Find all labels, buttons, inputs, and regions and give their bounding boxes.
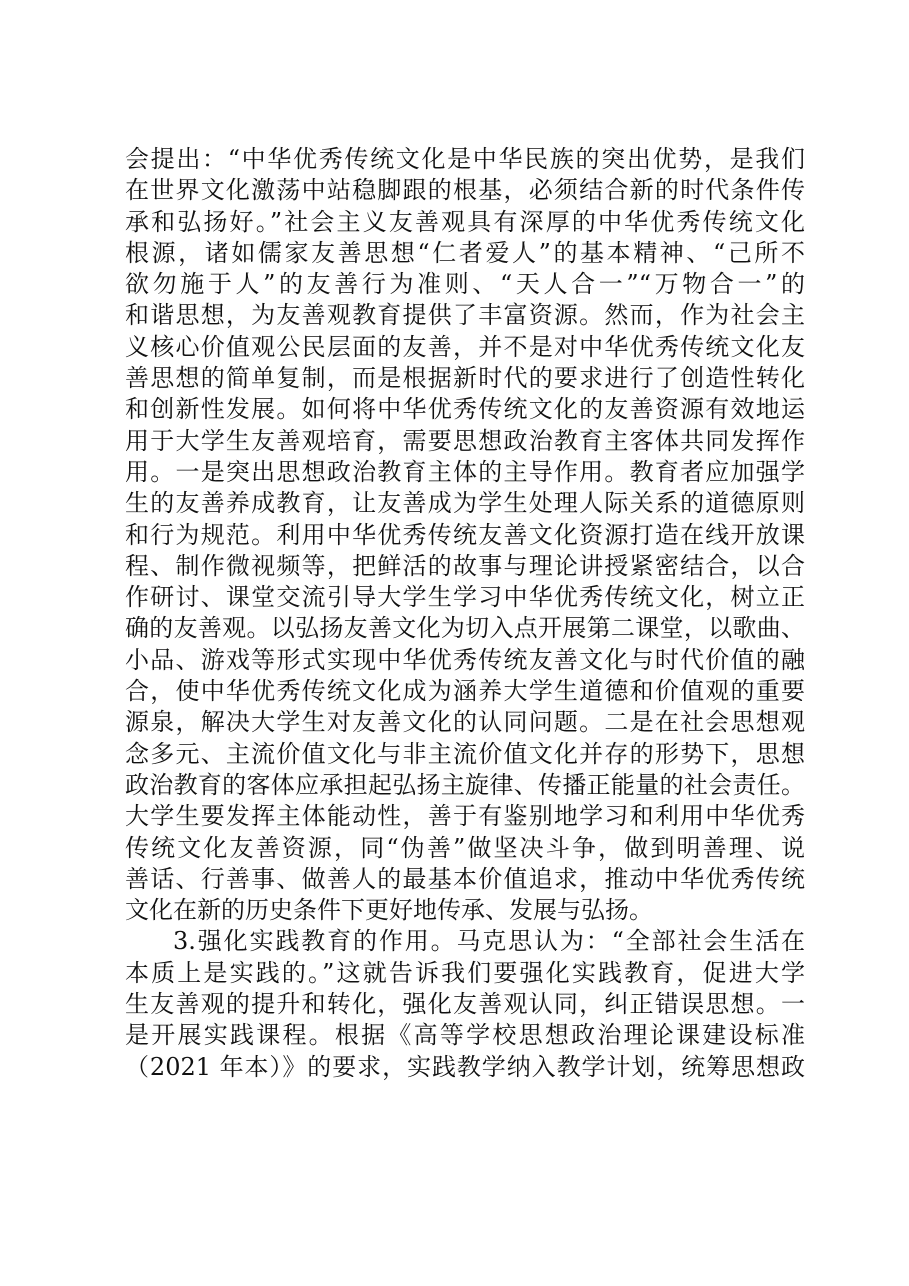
text-line: 生友善观的提升和转化，强化友善观认同，纠正错误思想。一 bbox=[125, 990, 805, 1019]
text-line: 用于大学生友善观培育，需要思想政治教育主客体共同发挥作 bbox=[125, 426, 805, 455]
text-line: 善话、行善事、做善人的最基本价值追求，推动中华优秀传统 bbox=[125, 864, 805, 893]
text-line: 生的友善养成教育，让友善成为学生处理人际关系的道德原则 bbox=[125, 489, 805, 518]
text-line: 小品、游戏等形式实现中华优秀传统友善文化与时代价值的融 bbox=[125, 645, 805, 674]
text-line: 和谐思想，为友善观教育提供了丰富资源。然而，作为社会主 bbox=[125, 301, 805, 330]
text-line: 欲勿施于人”的友善行为准则、“天人合一”“万物合一”的 bbox=[125, 270, 805, 299]
text-line: 源泉，解决大学生对友善文化的认同问题。二是在社会思想观 bbox=[125, 708, 805, 737]
text-line: 政治教育的客体应承担起弘扬主旋律、传播正能量的社会责任。 bbox=[125, 770, 805, 799]
text-line: 和行为规范。利用中华优秀传统友善文化资源打造在线开放课 bbox=[125, 520, 805, 549]
text-line: 本质上是实践的。”这就告诉我们要强化实践教育，促进大学 bbox=[125, 958, 805, 987]
body-text bbox=[125, 144, 805, 1083]
text-line: 承和弘扬好。”社会主义友善观具有深厚的中华优秀传统文化 bbox=[125, 207, 805, 236]
text-line: 念多元、主流价值文化与非主流价值文化并存的形势下，思想 bbox=[125, 739, 805, 768]
text-line: 在世界文化激荡中站稳脚跟的根基，必须结合新的时代条件传 bbox=[125, 176, 805, 205]
text-line: 善思想的简单复制，而是根据新时代的要求进行了创造性转化 bbox=[125, 364, 805, 393]
text-line: 确的友善观。以弘扬友善文化为切入点开展第二课堂，以歌曲、 bbox=[125, 614, 805, 643]
text-line: 文化在新的历史条件下更好地传承、发展与弘扬。 bbox=[125, 896, 653, 925]
text-line: 作研讨、课堂交流引导大学生学习中华优秀传统文化，树立正 bbox=[125, 583, 805, 612]
text-line: 合，使中华优秀传统文化成为涵养大学生道德和价值观的重要 bbox=[125, 677, 805, 706]
section-heading-line: 3.强化实践教育的作用。马克思认为：“全部社会生活在 bbox=[173, 927, 805, 956]
text-line: 会提出：“中华优秀传统文化是中华民族的突出优势，是我们 bbox=[125, 145, 805, 173]
text-line: 义核心价值观公民层面的友善，并不是对中华优秀传统文化友 bbox=[125, 332, 805, 361]
text-line: 传统文化友善资源，同“伪善”做坚决斗争，做到明善理、说 bbox=[125, 833, 805, 862]
text-line: （2021 年本）》的要求，实践教学纳入教学计划，统筹思想政 bbox=[125, 1052, 805, 1081]
text-line: 和创新性发展。如何将中华优秀传统文化的友善资源有效地运 bbox=[125, 395, 805, 424]
text-line: 大学生要发挥主体能动性，善于有鉴别地学习和利用中华优秀 bbox=[125, 802, 805, 831]
text-line: 是开展实践课程。根据《高等学校思想政治理论课建设标准 bbox=[125, 1021, 805, 1050]
text-line: 根源，诸如儒家友善思想“仁者爱人”的基本精神、“己所不 bbox=[125, 238, 805, 267]
text-line: 程、制作微视频等，把鲜活的故事与理论讲授紧密结合，以合 bbox=[125, 551, 805, 580]
text-line: 用。一是突出思想政治教育主体的主导作用。教育者应加强学 bbox=[125, 457, 805, 486]
